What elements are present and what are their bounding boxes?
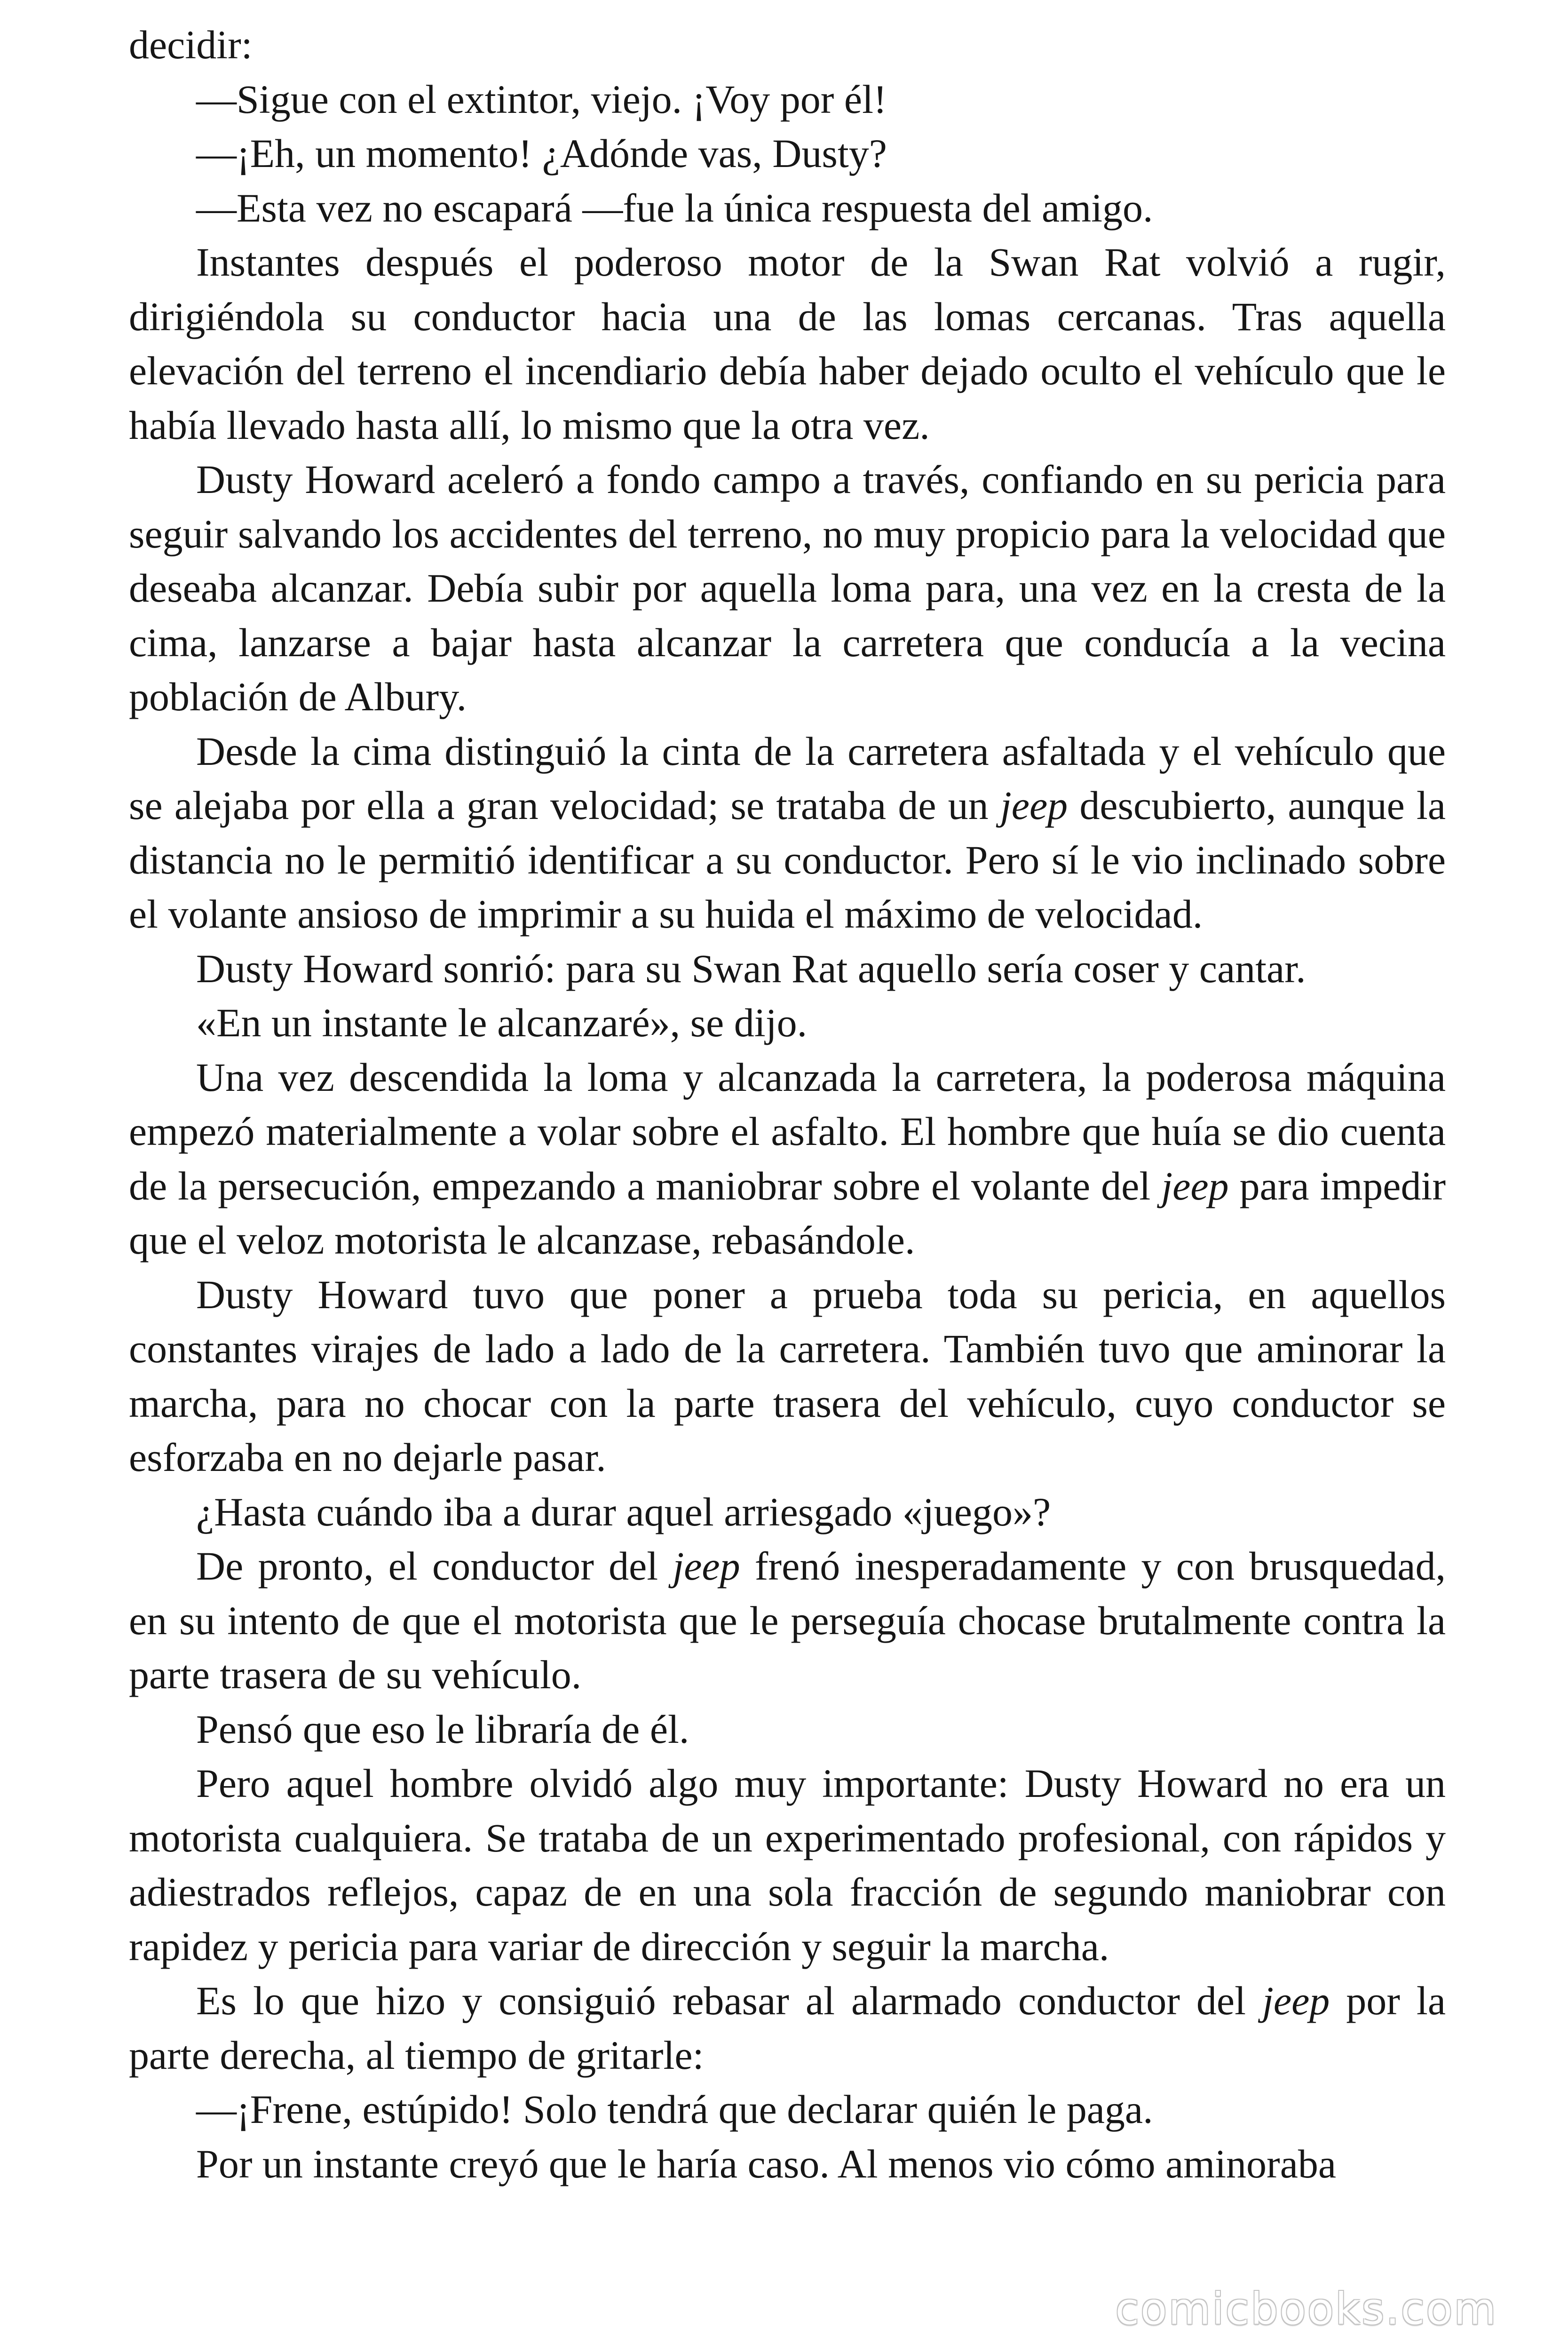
text-segment: Instantes después el poderoso motor de la Swan Rat volvió a rugir, dirigiéndola su conductor hacia una de las lomas cercanas. Tras aquella elevación del terreno el incendiario debía haber dejado oculto el vehículo que le había llevado hasta allí, lo mismo que la otra vez.: [129, 239, 1446, 448]
paragraph: [129, 72, 1446, 127]
italic-word: jeep: [1262, 1978, 1330, 2023]
italic-word: jeep: [1161, 1163, 1229, 1208]
text-segment: —¡Frene, estúpido! Solo tendrá que declarar quién le paga.: [196, 2087, 1153, 2132]
paragraph: [129, 996, 1446, 1050]
text-segment: Desde la cima distinguió la cinta de la carretera asfaltada y el vehículo que se alejaba por ella a gran velocidad; se trataba de un: [129, 728, 1446, 828]
paragraph: [129, 1702, 1446, 1757]
paragraph: [129, 942, 1446, 996]
text-segment: Dusty Howard sonrió: para su Swan Rat aquello sería coser y cantar.: [196, 946, 1306, 991]
text-segment: Dusty Howard aceleró a fondo campo a través, confiando en su pericia para seguir salvando los accidentes del terreno, no muy propicio para la velocidad que deseaba alcanzar. Debía subir por aquella loma para, una vez en la cresta de la cima, lanzarse a bajar hasta alcanzar la carretera que conducía a la vecina población de Albury.: [129, 457, 1446, 719]
paragraph: [129, 235, 1446, 453]
watermark-text: comicbooks.com: [1115, 2284, 1497, 2334]
text-segment: Por un instante creyó que le haría caso. Al menos vio cómo aminoraba: [196, 2141, 1337, 2186]
paragraph: [129, 453, 1446, 724]
paragraph: [129, 1485, 1446, 1540]
paragraph: [129, 127, 1446, 181]
paragraph: [129, 1974, 1446, 2082]
text-segment: frenó inesperadamente y con brusquedad, en su intento de que el motorista que le perseguía chocase brutalmente contra la parte trasera de su vehículo.: [129, 1543, 1446, 1697]
text-segment: Dusty Howard tuvo que poner a prueba toda su pericia, en aquellos constantes virajes de lado a lado de la carretera. También tuvo que aminorar la marcha, para no chocar con la parte trasera del vehículo, cuyo conductor se esforzaba en no dejarle pasar.: [129, 1271, 1446, 1480]
text-segment: De pronto, el conductor del: [196, 1543, 673, 1589]
paragraph: [129, 2137, 1446, 2192]
text-segment: —Esta vez no escapará —fue la única respuesta del amigo.: [196, 185, 1153, 230]
text-segment: descubierto, aunque la distancia no le permitió identificar a su conductor. Pero sí le vio inclinado sobre el volante ansioso de imprimir a su huida el máximo de velocidad.: [129, 783, 1446, 937]
paragraph: [129, 724, 1446, 942]
text-segment: —Sigue con el extintor, viejo. ¡Voy por él!: [196, 76, 887, 122]
paragraph: [129, 181, 1446, 236]
text-segment: —¡Eh, un momento! ¿Adónde vas, Dusty?: [196, 131, 887, 176]
italic-word: jeep: [1000, 783, 1068, 828]
text-segment: Es lo que hizo y consiguió rebasar al alarmado conductor del: [196, 1978, 1262, 2023]
paragraph: [129, 18, 1446, 72]
paragraph: [129, 2082, 1446, 2137]
text-segment: «En un instante le alcanzaré», se dijo.: [196, 1000, 808, 1045]
paragraph: [129, 1268, 1446, 1485]
text-segment: ¿Hasta cuándo iba a durar aquel arriesgado «juego»?: [196, 1489, 1051, 1534]
text-segment: decidir:: [129, 22, 253, 67]
page-body: [129, 18, 1446, 2191]
text-segment: Una vez descendida la loma y alcanzada la carretera, la poderosa máquina empezó materialmente a volar sobre el asfalto. El hombre que huía se dio cuenta de la persecución, empezando a maniobrar sobre el volante del: [129, 1054, 1446, 1208]
text-segment: Pensó que eso le libraría de él.: [196, 1706, 689, 1752]
paragraph: [129, 1539, 1446, 1702]
italic-word: jeep: [673, 1543, 740, 1589]
text-segment: Pero aquel hombre olvidó algo muy importante: Dusty Howard no era un motorista cualquiera. Se trataba de un experimentado profesional, con rápidos y adiestrados reflejos, capaz de en una sola fracción de segundo maniobrar con rapidez y pericia para variar de dirección y seguir la marcha.: [129, 1761, 1446, 1969]
text-segment: para impedir que el veloz motorista le alcanzase, rebasándole.: [129, 1163, 1446, 1263]
paragraph: [129, 1050, 1446, 1268]
paragraph: [129, 1756, 1446, 1974]
text-segment: por la parte derecha, al tiempo de gritarle:: [129, 1978, 1446, 2078]
